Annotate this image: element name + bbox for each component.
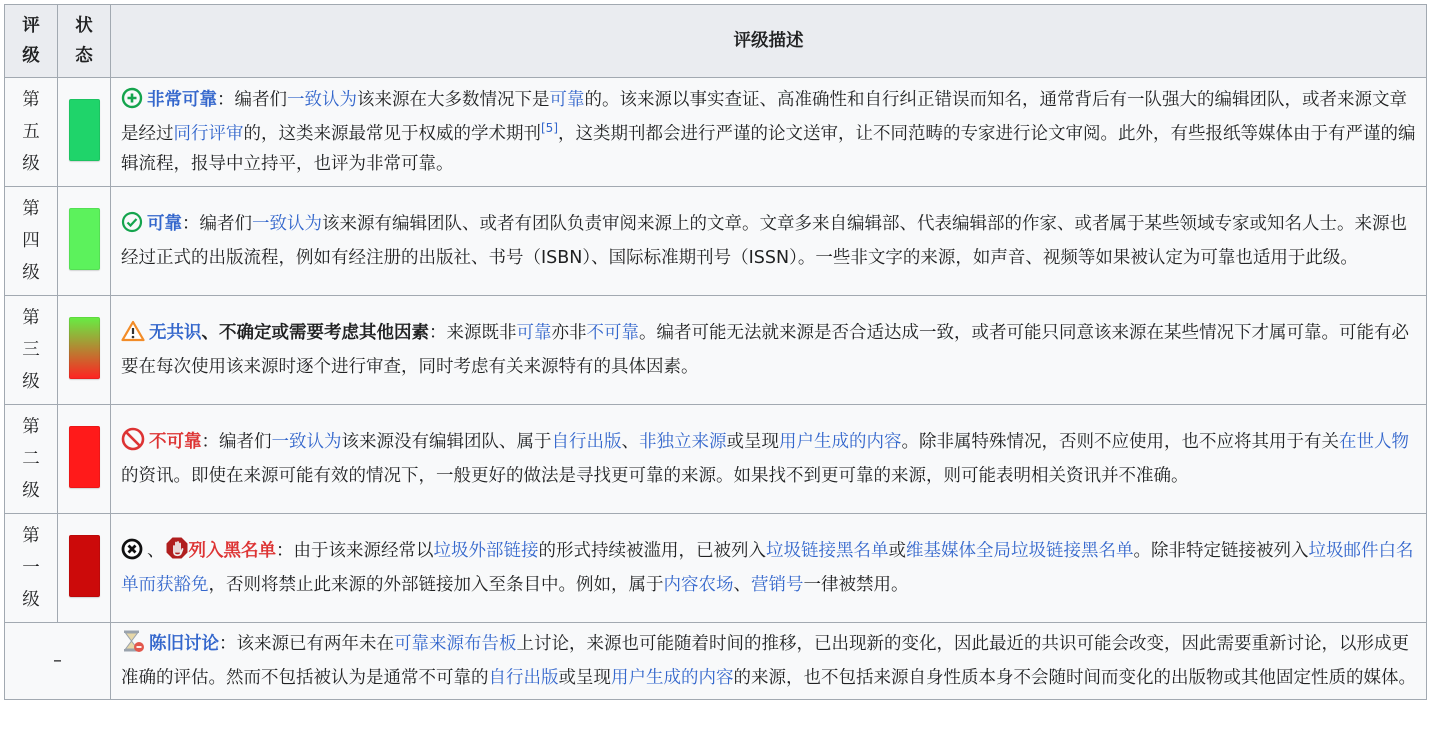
status-cell <box>58 296 111 405</box>
description-cell <box>111 514 1427 623</box>
wiki-link[interactable]: 一致认为 <box>287 90 357 110</box>
description-text: 的。该来源以事实查证、高准确性和自行纠正错误而知名，通常背后有一队强大的编辑团队，或者来源文章是经过 <box>121 90 1407 144</box>
description-text: ，这类期刊都会进行严谨的论文送审，让不同范畴的专家进行论文审阅。此外，有些报纸等媒体由于有严谨的编辑流程，报导中立持平，也评为非常可靠。 <box>121 124 1416 174</box>
header-level-char: 评 <box>22 16 40 36</box>
description-text: ，否则将禁止此来源的外部链接加入至条目中。例如，属于 <box>208 575 664 595</box>
wiki-link[interactable]: 可靠来源布告板 <box>394 634 517 654</box>
header-status <box>58 5 111 78</box>
table-row <box>5 78 1427 187</box>
status-cell <box>58 78 111 187</box>
status-cell <box>58 187 111 296</box>
table-row <box>5 514 1427 623</box>
wiki-link[interactable]: 维基媒体全局垃圾链接黑名单 <box>906 541 1134 561</box>
description-cell <box>111 78 1427 187</box>
level-char: 三 <box>22 340 40 360</box>
description-text: ：由于该来源经常以 <box>276 541 434 561</box>
status-color-bar <box>69 535 100 597</box>
table-row <box>5 623 1427 700</box>
description-text: 的来源，也不包括来源自身性质本身不会随时间而变化的出版物或其他固定性质的媒体。 <box>733 668 1416 688</box>
wiki-link[interactable]: 垃圾外部链接 <box>433 541 539 561</box>
header-status-char: 状 <box>75 16 93 36</box>
level-cell <box>5 187 58 296</box>
level-char: 第 <box>22 199 40 219</box>
description-text: 的资讯。即使在来源可能有效的情况下，一般更好的做法是寻找更可靠的来源。如果找不到更可靠的来源，则可能表明相关资讯并不准确。 <box>121 466 1189 486</box>
description-text: ：编者们 <box>182 214 252 234</box>
level-char: 二 <box>22 449 40 469</box>
rating-title: 不可靠 <box>149 432 202 452</box>
level-cell <box>5 296 58 405</box>
description-cell <box>111 623 1427 700</box>
description-text: 、 <box>733 575 751 595</box>
level-char: 第 <box>22 308 40 328</box>
header-level-char: 级 <box>22 46 40 66</box>
level-char: 级 <box>22 372 40 392</box>
level-char: 级 <box>22 263 40 283</box>
reference-link[interactable]: [5] <box>541 121 558 136</box>
wiki-link[interactable]: 在世人物 <box>1339 432 1409 452</box>
description-text: 一律被禁用。 <box>803 575 909 595</box>
wiki-link[interactable]: 垃圾邮件白名单而获豁免 <box>121 541 1414 595</box>
header-level <box>5 5 58 78</box>
level-dash: – <box>53 651 62 671</box>
description-text: 该来源有编辑团队、或者有团队负责审阅来源上的文章。文章多来自编辑部、代表编辑部的作家、或者属于某些领域专家或知名人士。来源也经过正式的出版流程，例如有经注册的出版社、书号（ISBN）、国际标准期刊号（ISSN）。一些非文字的来源，如声音、视频等如果被认定为可靠也适用于此级。 <box>121 214 1407 268</box>
description-text: 。除非特定链接被列入 <box>1133 541 1309 561</box>
level-char: 第 <box>22 90 40 110</box>
wiki-link[interactable]: 自行出版 <box>488 668 559 688</box>
description-text: 或呈现 <box>726 432 779 452</box>
status-color-bar <box>69 208 100 270</box>
description-cell <box>111 296 1427 405</box>
rating-title-link[interactable]: 无共识 <box>149 323 202 343</box>
description-text: 该来源在大多数情况下是 <box>357 90 550 110</box>
wiki-link[interactable]: 非独立来源 <box>639 432 727 452</box>
separator: 、 <box>147 541 165 561</box>
description-text: 。编者可能无法就来源是否合适达成一致，或者可能只同意该来源在某些情况下才属可靠。可能有必要在每次使用该来源时逐个进行审查，同时考虑有关来源特有的具体因素。 <box>121 323 1409 377</box>
wiki-link[interactable]: 自行出版 <box>551 432 622 452</box>
table-row <box>5 296 1427 405</box>
x-circle-icon <box>121 538 143 570</box>
wiki-link[interactable]: 用户生成的内容 <box>611 668 734 688</box>
level-char: 第 <box>22 417 40 437</box>
description-text: 该来源没有编辑团队、属于 <box>341 432 552 452</box>
level-char: 级 <box>22 481 40 501</box>
wiki-link[interactable]: 营销号 <box>751 575 804 595</box>
table-row <box>5 405 1427 514</box>
header-description: 评级描述 <box>111 5 1427 78</box>
rating-title: 非常可靠 <box>147 90 217 110</box>
level-cell <box>5 623 111 700</box>
header-status-char: 态 <box>75 46 93 66</box>
reliability-rating-table <box>4 4 1427 700</box>
description-text: 的，这类来源最常见于权威的学术期刊 <box>243 124 541 144</box>
level-cell <box>5 405 58 514</box>
level-char: 级 <box>22 590 40 610</box>
description-text: ：编者们 <box>217 90 287 110</box>
description-text: 上讨论，来源也可能随着时间的推移，已出现新的变化，因此最近的共识可能会改变，因此需要重新讨论，以形成更准确的评估。然而不包括被认为是通常不可靠的 <box>121 634 1409 688</box>
wiki-link[interactable]: 同行评审 <box>173 124 244 144</box>
wiki-link[interactable]: 可靠 <box>549 90 585 110</box>
warning-triangle-icon <box>121 320 145 352</box>
wiki-link[interactable]: 一致认为 <box>271 432 342 452</box>
level-cell <box>5 514 58 623</box>
wiki-link[interactable]: 垃圾链接黑名单 <box>766 541 889 561</box>
wiki-link[interactable]: 内容农场 <box>663 575 734 595</box>
level-char: 级 <box>22 154 40 174</box>
plus-circle-icon <box>121 87 143 119</box>
description-text: ：该来源已有两年未在 <box>219 634 394 654</box>
rating-title: 列入黑名单 <box>188 541 276 561</box>
status-color-bar <box>69 317 100 379</box>
description-text: ：编者们 <box>201 432 272 452</box>
description-text: 亦非 <box>551 323 587 343</box>
stop-hand-icon <box>165 536 189 570</box>
wiki-link[interactable]: 不可靠 <box>586 323 639 343</box>
prohibited-icon <box>121 427 145 461</box>
level-char: 一 <box>22 558 40 578</box>
status-cell <box>58 514 111 623</box>
check-circle-icon <box>121 211 143 243</box>
status-cell <box>58 405 111 514</box>
status-color-bar <box>69 426 100 488</box>
description-text: 或呈现 <box>558 668 611 688</box>
status-color-bar <box>69 99 100 161</box>
rating-title: 陈旧讨论 <box>149 634 219 654</box>
description-text: 、 <box>621 432 639 452</box>
wiki-link[interactable]: 用户生成的内容 <box>779 432 902 452</box>
description-text: 的形式持续被滥用，已被列入 <box>538 541 766 561</box>
description-text: 或 <box>888 541 906 561</box>
table-row <box>5 187 1427 296</box>
wiki-link[interactable]: 可靠 <box>516 323 552 343</box>
level-char: 四 <box>22 231 40 251</box>
header-row <box>5 5 1427 78</box>
level-char: 五 <box>22 122 40 142</box>
hourglass-icon <box>121 629 145 663</box>
description-text: 。除非属特殊情况，否则不应使用，也不应将其用于有关 <box>901 432 1339 452</box>
wiki-link[interactable]: 一致认为 <box>252 214 322 234</box>
description-text: ：来源既非 <box>429 323 517 343</box>
description-cell <box>111 187 1427 296</box>
level-cell <box>5 78 58 187</box>
rating-title: 可靠 <box>147 214 182 234</box>
rating-title: 、不确定或需要考虑其他因素 <box>201 323 429 343</box>
level-char: 第 <box>22 526 40 546</box>
description-cell <box>111 405 1427 514</box>
